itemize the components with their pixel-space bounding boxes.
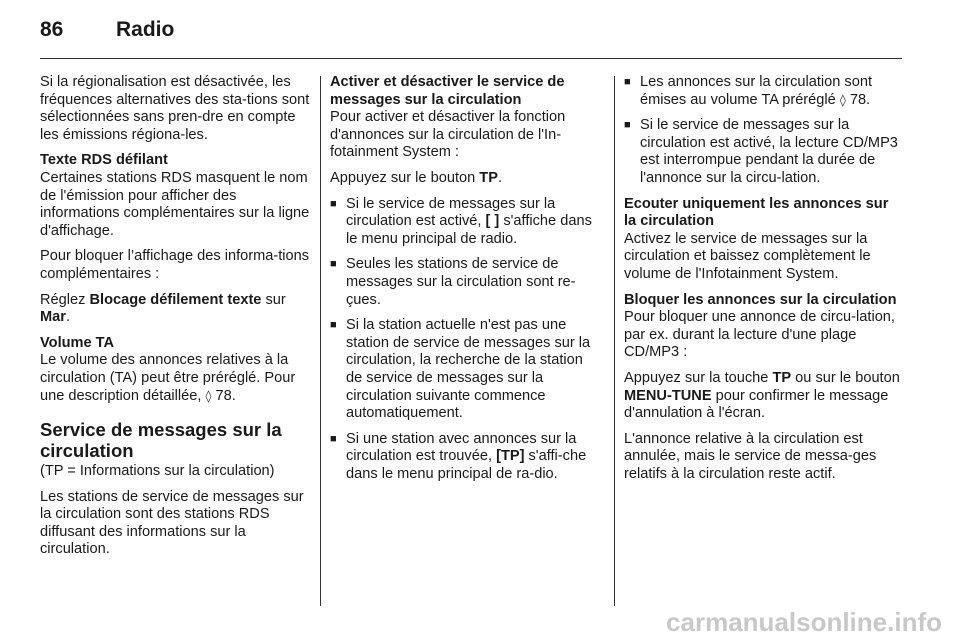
volume-ta-paragraph: Le volume des annonces relatives à la circulation (TA) peut être préréglé. Pour une description détaillée, ◊ 78. xyxy=(40,352,296,404)
column-3 xyxy=(624,74,904,491)
activate-paragraph-2: Appuyez sur le bouton TP. xyxy=(330,169,502,186)
column-divider-1 xyxy=(320,76,321,606)
list-item: ■ Si le service de messages sur la circulation est activé, la lecture CD/MP3 est interrompue pendant la durée de l'annonce sur la circu-lation. xyxy=(624,117,904,187)
list-item: ■ Si le service de messages sur la circulation est activé, [ ] s'affiche dans le menu principal de radio. xyxy=(330,196,602,249)
list-item: ■ Seules les stations de service de messages sur la circulation sont re-çues. xyxy=(330,256,602,309)
rds-paragraph-3: Réglez Blocage défilement texte sur Mar. xyxy=(40,291,286,326)
activate-list xyxy=(330,196,602,484)
list-item: ■ Si une station avec annonces sur la circulation est trouvée, [TP] s'affi-che dans le menu principal de ra-dio. xyxy=(330,431,602,484)
page-ref-icon: ◊ xyxy=(839,92,846,107)
intro-paragraph: Si la régionalisation est désactivée, les fréquences alternatives des sta-tions sont sélectionnées sans pren-dre en compte les émissions régiona-les. xyxy=(40,74,310,143)
service-paragraph-1: (TP = Informations sur la circulation) xyxy=(40,463,275,480)
header-divider xyxy=(40,58,902,59)
watermark: carmanualsonline.info xyxy=(666,607,942,637)
bloquer-paragraph-1: Pour bloquer une annonce de circu-lation, par ex. durant la lecture d'une plage CD/MP3 : xyxy=(624,309,895,361)
bloquer-paragraph-2: Appuyez sur la touche TP ou sur le bouton MENU-TUNE pour confirmer le message d'annulation à l'écran. xyxy=(624,369,900,422)
bloquer-heading: Bloquer les annonces sur la circulation xyxy=(624,291,897,308)
bloquer-paragraph-3: L'annonce relative à la circulation est annulée, mais le service de messa-ges relatifs à la circulation reste actif. xyxy=(624,430,877,482)
service-heading: Service de messages sur la circulation xyxy=(40,419,282,462)
activate-heading: Activer et désactiver le service de messages sur la circulation xyxy=(330,74,565,108)
column-divider-2 xyxy=(614,76,615,606)
list-item: ■ Les annonces sur la circulation sont émises au volume TA préréglé ◊ 78. xyxy=(624,74,904,109)
rds-paragraph-2: Pour bloquer l’affichage des informa-tions complémentaires : xyxy=(40,248,310,282)
setting-name: Blocage défilement texte xyxy=(89,291,262,308)
volume-ta-heading: Volume TA xyxy=(40,334,115,351)
list-item: ■ Si la station actuelle n'est pas une station de service de messages sur la circulation, la recherche de la station de service de messages sur la circulation suivante commence automatiquement. xyxy=(330,317,602,423)
page-ref[interactable]: 78. xyxy=(215,387,236,404)
page-number: 86 xyxy=(40,18,64,41)
ecouter-heading: Ecouter uniquement les annonces sur la circulation xyxy=(624,195,889,230)
service-paragraph-2: Les stations de service de messages sur la circulation sont des stations RDS diffusant des informations sur la circulation. xyxy=(40,488,304,558)
setting-value: Mar xyxy=(40,309,66,326)
column-2 xyxy=(330,74,602,491)
tp-button-label: TP xyxy=(479,169,498,186)
ecouter-paragraph: Activez le service de messages sur la circulation et baissez complètement le volume de l'Infotainment System. xyxy=(624,230,871,282)
page-ref[interactable]: 78. xyxy=(849,91,871,108)
section-title: Radio xyxy=(116,18,175,41)
rds-paragraph-1: Certaines stations RDS masquent le nom de l'émission pour afficher des informations complémentaires sur la ligne d'affichage. xyxy=(40,169,310,239)
column-1 xyxy=(40,74,310,567)
announce-list xyxy=(624,74,904,188)
rds-heading: Texte RDS défilant xyxy=(40,152,168,169)
page-ref-icon: ◊ xyxy=(205,388,212,403)
activate-paragraph-1: Pour activer et désactiver la fonction d'annonces sur la circulation de l'In-fotainment System : xyxy=(330,109,566,161)
